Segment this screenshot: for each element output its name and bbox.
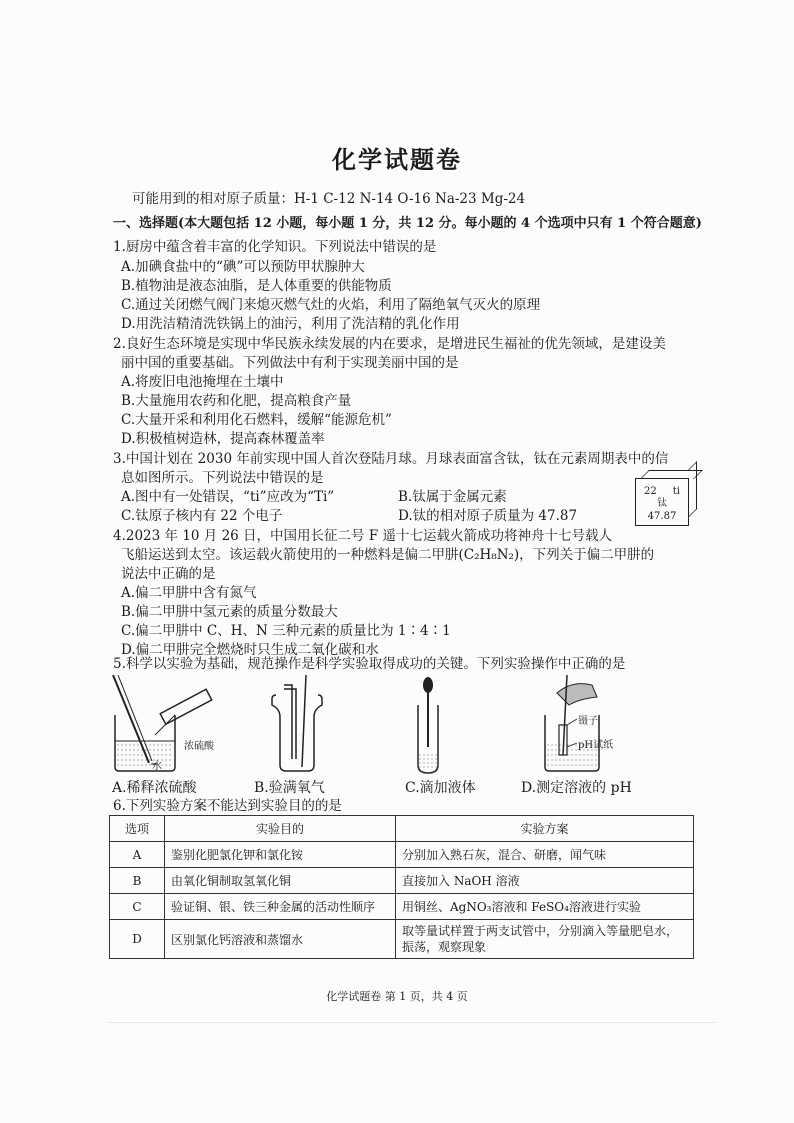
row-option: A <box>110 842 165 868</box>
atomic-number: 22 <box>644 486 657 497</box>
q3-stem-line2: 息如图所示。下列说法中错误的是 <box>121 470 324 486</box>
q5-option-b: B.验满氧气 <box>254 780 325 796</box>
atomic-mass: 47.87 <box>647 511 677 522</box>
q4-stem-line2: 飞船运送到太空。该运载火箭使用的一种燃料是偏二甲肼(C₂H₈N₂)，下列关于偏二甲肼的 <box>121 547 655 563</box>
row-plan: 直接加入 NaOH 溶液 <box>396 868 694 894</box>
q2-option-a: A.将废旧电池掩埋在土壤中 <box>121 374 284 390</box>
table-row <box>110 868 694 894</box>
q1-option-a: A.加碘食盐中的“碘”可以预防甲状腺肿大 <box>121 259 365 275</box>
q3-option-a: A.图中有一处错误，“ti”应改为“Ti” <box>121 489 335 505</box>
label-ph-paper: pH试纸 <box>578 740 614 751</box>
element-symbol: ti <box>672 486 680 497</box>
q1-option-c: C.通过关闭燃气阀门来熄灭燃气灶的火焰，利用了隔绝氧气灭火的原理 <box>121 297 541 313</box>
section-heading: 一、选择题(本大题包括 12 小题，每小题 1 分，共 12 分。每小题的 4 个选项中只有 1 个符合题意) <box>113 216 702 231</box>
row-purpose: 验证铜、银、铁三种金属的活动性顺序 <box>165 894 396 920</box>
q5-option-d: D.测定溶液的 pH <box>521 780 632 796</box>
q4-option-a: A.偏二甲肼中含有氮气 <box>121 585 257 601</box>
figure-dropper <box>408 675 448 775</box>
q1-stem: 1.厨房中蕴含着丰富的化学知识。下列说法中错误的是 <box>113 239 437 255</box>
table-row <box>110 894 694 920</box>
element-name: 钛 <box>657 498 667 509</box>
row-option: C <box>110 894 165 920</box>
q4-option-d: D.偏二甲肼完全燃烧时只生成二氧化碳和水 <box>121 642 379 658</box>
q5-option-c: C.滴加液体 <box>405 780 476 796</box>
page-footer: 化学试题卷 第 1 页，共 4 页 <box>326 990 468 1003</box>
q1-option-d: D.用洗洁精清洗铁锅上的油污，利用了洗洁精的乳化作用 <box>121 316 460 332</box>
atomic-masses: 可能用到的相对原子质量：H-1 C-12 N-14 O-16 Na-23 Mg-24 <box>132 191 526 207</box>
q5-stem: 5.科学以实验为基础，规范操作是科学实验取得成功的关键。下列实验操作中正确的是 <box>113 656 626 672</box>
q3-option-c: C.钛原子核内有 22 个电子 <box>121 508 283 524</box>
row-plan: 分别加入熟石灰，混合、研磨，闻气味 <box>396 842 694 868</box>
row-plan: 取等量试样置于两支试管中，分别滴入等量肥皂水，振荡，观察现象 <box>396 920 694 959</box>
label-tweezers: 镊子 <box>578 716 598 727</box>
label-concentrated-acid: 浓硫酸 <box>184 741 214 752</box>
header-plan: 实验方案 <box>396 816 694 842</box>
row-plan: 用铜丝、AgNO₃溶液和 FeSO₄溶液进行实验 <box>396 894 694 920</box>
row-purpose: 由氧化铜制取氢氧化铜 <box>165 868 396 894</box>
table-row <box>110 920 694 959</box>
experiment-table <box>109 815 694 959</box>
q5-option-a: A.稀释浓硫酸 <box>112 780 197 796</box>
row-option: D <box>110 920 165 959</box>
label-water: 水 <box>152 761 162 772</box>
table-row <box>110 842 694 868</box>
q2-stem-line1: 2.良好生态环境是实现中华民族永续发展的内在要求，是增进民生福祉的优先领域，是建设美 <box>113 336 666 352</box>
q4-stem-line3: 说法中正确的是 <box>121 566 216 582</box>
footer-divider <box>108 1022 716 1023</box>
q2-option-b: B.大量施用农药和化肥，提高粮食产量 <box>121 393 352 409</box>
table-header-row <box>110 816 694 842</box>
row-option: B <box>110 868 165 894</box>
titanium-element-tile <box>635 478 689 526</box>
figure-dilute-acid <box>105 675 220 775</box>
q3-option-b: B.钛属于金属元素 <box>398 489 507 505</box>
q2-option-d: D.积极植树造林，提高森林覆盖率 <box>121 431 325 447</box>
row-purpose: 鉴别化肥氯化钾和氯化铵 <box>165 842 396 868</box>
q3-stem-line1: 3.中国计划在 2030 年前实现中国人首次登陆月球。月球表面富含钛，钛在元素周期表中的信 <box>113 451 669 467</box>
figure-oxygen-check <box>262 675 332 775</box>
q4-stem-line1: 4.2023 年 10 月 26 日，中国用长征二号 F 遥十七运载火箭成功将神舟十七号载人 <box>113 528 612 544</box>
q2-stem-line2: 丽中国的重要基础。下列做法中有利于实现美丽中国的是 <box>121 355 459 371</box>
q6-stem: 6.下列实验方案不能达到实验目的的是 <box>113 798 342 814</box>
page-title: 化学试题卷 <box>332 145 462 174</box>
q4-option-c: C.偏二甲肼中 C、H、N 三种元素的质量比为 1∶4∶1 <box>121 623 451 639</box>
header-option: 选项 <box>110 816 165 842</box>
header-purpose: 实验目的 <box>165 816 396 842</box>
q3-option-d: D.钛的相对原子质量为 47.87 <box>398 508 578 524</box>
q4-option-b: B.偏二甲肼中氢元素的质量分数最大 <box>121 604 338 620</box>
row-purpose: 区别氯化钙溶液和蒸馏水 <box>165 920 396 959</box>
q1-option-b: B.植物油是液态油脂，是人体重要的供能物质 <box>121 278 392 294</box>
q2-option-c: C.大量开采和利用化石燃料，缓解“能源危机” <box>121 412 392 428</box>
